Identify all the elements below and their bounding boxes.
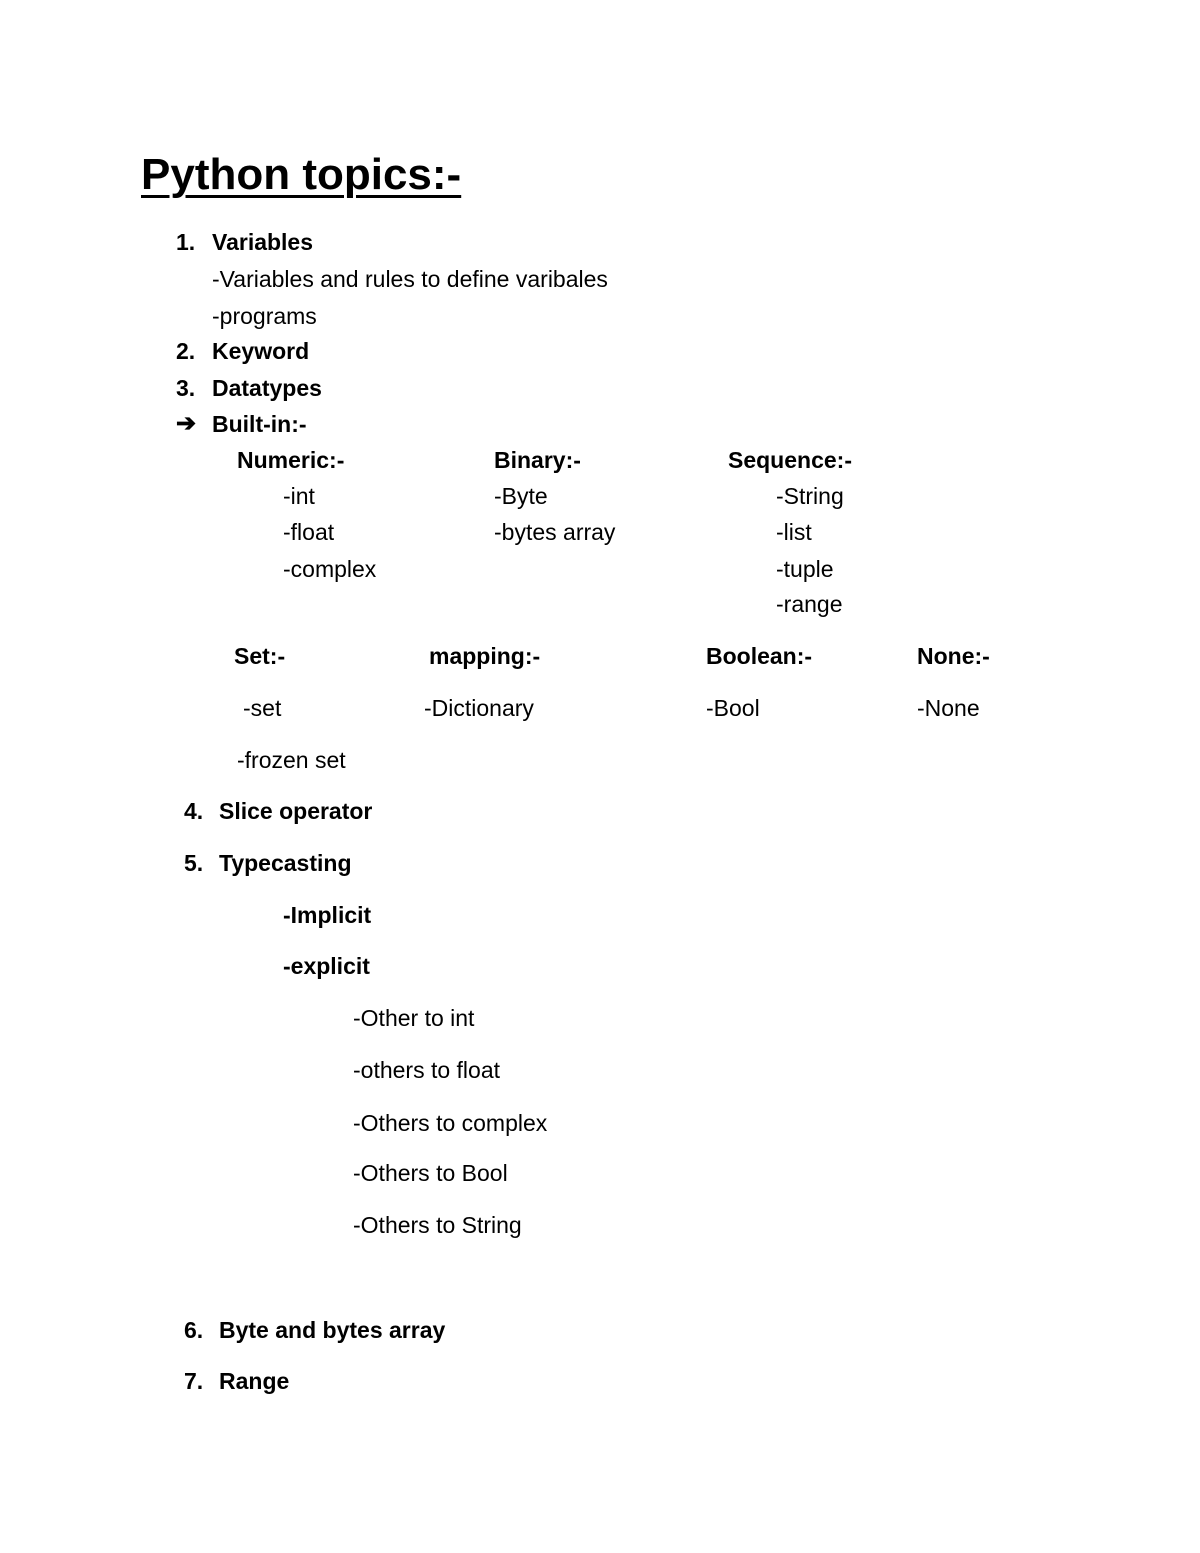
set-frozen-set: -frozen set (237, 747, 346, 773)
none-heading: None:- (917, 643, 990, 669)
binary-heading: Binary:- (494, 447, 581, 473)
item-range: Range (219, 1368, 290, 1394)
variables-sub-programs: -programs (212, 303, 317, 329)
binary-bytes-array: -bytes array (494, 519, 616, 545)
item-number-3: 3. (176, 375, 196, 401)
explicit-others-to-bool: -Others to Bool (353, 1160, 508, 1186)
mapping-heading: mapping:- (429, 643, 541, 669)
boolean-bool: -Bool (706, 695, 760, 721)
item-variables: Variables (212, 229, 314, 255)
boolean-heading: Boolean:- (706, 643, 813, 669)
sequence-list: -list (776, 519, 812, 545)
item-number-2: 2. (176, 338, 196, 364)
numeric-int: -int (283, 483, 315, 509)
sequence-string: -String (776, 483, 844, 509)
none-none: -None (917, 695, 980, 721)
sequence-range: -range (776, 591, 843, 617)
set-set: -set (243, 695, 282, 721)
mapping-dictionary: -Dictionary (424, 695, 534, 721)
item-number-7: 7. (184, 1368, 204, 1394)
item-number-4: 4. (184, 798, 204, 824)
sequence-tuple: -tuple (776, 556, 834, 582)
item-number-5: 5. (184, 850, 204, 876)
typecasting-implicit: -Implicit (283, 902, 372, 928)
sequence-heading: Sequence:- (728, 447, 852, 473)
item-slice-operator: Slice operator (219, 798, 373, 824)
item-byte-and-bytes-array: Byte and bytes array (219, 1317, 446, 1343)
explicit-others-to-complex: -Others to complex (353, 1110, 548, 1136)
builtin-label: Built-in:- (212, 411, 307, 437)
item-keyword: Keyword (212, 338, 310, 364)
item-datatypes: Datatypes (212, 375, 322, 401)
variables-sub-rules: -Variables and rules to define varibales (212, 266, 608, 292)
arrow-icon: ➔ (176, 410, 197, 437)
page-title: Python topics:- (141, 150, 462, 199)
explicit-others-to-float: -others to float (353, 1057, 501, 1083)
numeric-complex: -complex (283, 556, 377, 582)
item-number-1: 1. (176, 229, 196, 255)
item-typecasting: Typecasting (219, 850, 352, 876)
explicit-other-to-int: -Other to int (353, 1005, 475, 1031)
explicit-others-to-string: -Others to String (353, 1212, 522, 1238)
numeric-float: -float (283, 519, 335, 545)
set-heading: Set:- (234, 643, 286, 669)
item-number-6: 6. (184, 1317, 204, 1343)
binary-byte: -Byte (494, 483, 548, 509)
numeric-heading: Numeric:- (237, 447, 345, 473)
typecasting-explicit: -explicit (283, 953, 370, 979)
